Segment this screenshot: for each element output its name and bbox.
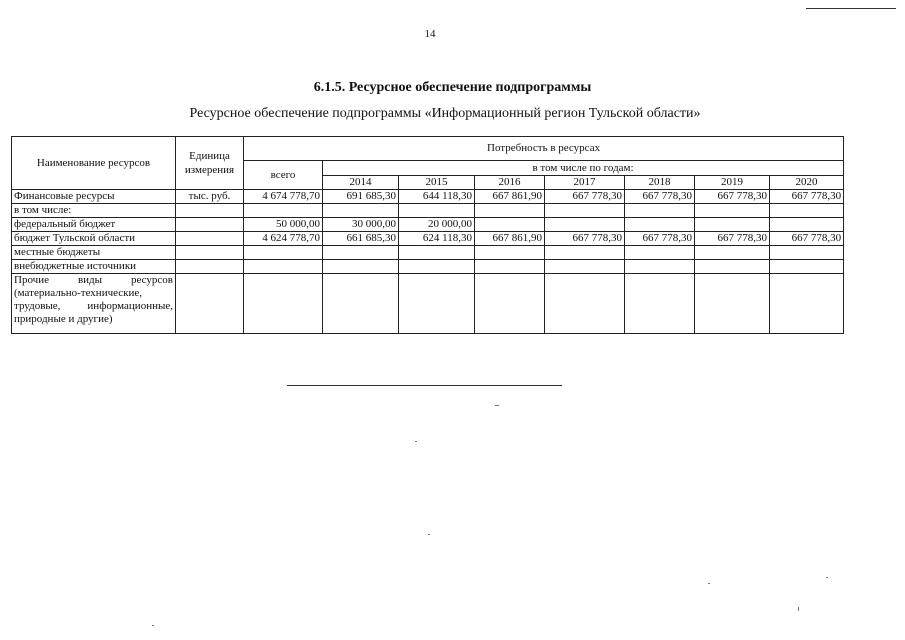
header-year: 2017 bbox=[545, 176, 625, 190]
row-value bbox=[399, 260, 475, 274]
row-value bbox=[770, 218, 844, 232]
row-value: 667 778,30 bbox=[695, 232, 770, 246]
row-value bbox=[625, 246, 695, 260]
header-year: 2016 bbox=[475, 176, 545, 190]
table-row bbox=[12, 246, 844, 260]
table-row bbox=[12, 190, 844, 204]
row-value: 624 118,30 bbox=[399, 232, 475, 246]
resource-table bbox=[11, 136, 844, 334]
row-name: федеральный бюджет bbox=[12, 218, 176, 232]
scan-speck bbox=[708, 583, 710, 584]
scan-speck bbox=[428, 534, 430, 535]
row-value bbox=[770, 274, 844, 334]
header-resource-name: Наименование ресурсов bbox=[12, 137, 176, 190]
row-unit bbox=[176, 260, 244, 274]
row-value bbox=[323, 246, 399, 260]
row-value bbox=[625, 274, 695, 334]
row-value bbox=[695, 246, 770, 260]
table-title: Ресурсное обеспечение подпрограммы «Информационный регион Тульской области» bbox=[189, 106, 701, 121]
row-unit bbox=[176, 274, 244, 334]
row-name: Финансовые ресурсы bbox=[12, 190, 176, 204]
row-value bbox=[475, 274, 545, 334]
row-total: 4 624 778,70 bbox=[244, 232, 323, 246]
row-value bbox=[323, 204, 399, 218]
row-name: Прочие виды ресурсов (материально-технические, трудовые, информационные, природные и другие) bbox=[12, 274, 176, 334]
row-unit bbox=[176, 232, 244, 246]
header-by-years: в том числе по годам: bbox=[323, 161, 844, 176]
row-value: 667 778,30 bbox=[625, 232, 695, 246]
row-value bbox=[625, 204, 695, 218]
row-value: 667 778,30 bbox=[770, 190, 844, 204]
row-name: внебюджетные источники bbox=[12, 260, 176, 274]
table-row bbox=[12, 204, 844, 218]
scan-speck bbox=[415, 441, 417, 442]
row-value bbox=[770, 246, 844, 260]
table-row bbox=[12, 274, 844, 334]
row-name: местные бюджеты bbox=[12, 246, 176, 260]
header-year: 2019 bbox=[695, 176, 770, 190]
row-value bbox=[695, 260, 770, 274]
row-value: 20 000,00 bbox=[399, 218, 475, 232]
row-name: в том числе: bbox=[12, 204, 176, 218]
row-total bbox=[244, 260, 323, 274]
row-value: 691 685,30 bbox=[323, 190, 399, 204]
scan-speck bbox=[495, 405, 499, 406]
table-row bbox=[12, 260, 844, 274]
scan-speck bbox=[798, 607, 799, 611]
row-total bbox=[244, 204, 323, 218]
row-unit: тыс. руб. bbox=[176, 190, 244, 204]
row-value: 667 778,30 bbox=[545, 190, 625, 204]
header-year: 2015 bbox=[399, 176, 475, 190]
row-value bbox=[545, 274, 625, 334]
row-value bbox=[770, 260, 844, 274]
row-value bbox=[695, 204, 770, 218]
row-value: 30 000,00 bbox=[323, 218, 399, 232]
row-value bbox=[545, 260, 625, 274]
row-total: 4 674 778,70 bbox=[244, 190, 323, 204]
row-unit bbox=[176, 246, 244, 260]
row-value: 661 685,30 bbox=[323, 232, 399, 246]
header-year: 2014 bbox=[323, 176, 399, 190]
row-unit bbox=[176, 204, 244, 218]
row-value bbox=[625, 218, 695, 232]
scan-speck bbox=[826, 577, 828, 578]
row-value: 667 778,30 bbox=[695, 190, 770, 204]
header-year: 2020 bbox=[770, 176, 844, 190]
table-row bbox=[12, 232, 844, 246]
header-unit: Единица измерения bbox=[176, 137, 244, 190]
page-number: 14 bbox=[424, 28, 436, 40]
row-value bbox=[475, 218, 545, 232]
row-value: 667 778,30 bbox=[625, 190, 695, 204]
row-value bbox=[695, 274, 770, 334]
table-row bbox=[12, 218, 844, 232]
header-need: Потребность в ресурсах bbox=[244, 137, 844, 161]
top-rule bbox=[806, 8, 896, 9]
row-value bbox=[475, 260, 545, 274]
row-value bbox=[545, 204, 625, 218]
row-value bbox=[695, 218, 770, 232]
row-value bbox=[545, 246, 625, 260]
row-value: 667 861,90 bbox=[475, 232, 545, 246]
row-value bbox=[323, 274, 399, 334]
row-value: 667 778,30 bbox=[770, 232, 844, 246]
row-value: 667 861,90 bbox=[475, 190, 545, 204]
row-name: бюджет Тульской области bbox=[12, 232, 176, 246]
scan-speck bbox=[152, 625, 154, 626]
row-value: 667 778,30 bbox=[545, 232, 625, 246]
row-value bbox=[399, 204, 475, 218]
row-total bbox=[244, 274, 323, 334]
row-total: 50 000,00 bbox=[244, 218, 323, 232]
section-heading: 6.1.5. Ресурсное обеспечение подпрограммы bbox=[313, 80, 592, 95]
row-value: 644 118,30 bbox=[399, 190, 475, 204]
row-value bbox=[625, 260, 695, 274]
row-unit bbox=[176, 218, 244, 232]
header-year: 2018 bbox=[625, 176, 695, 190]
row-value bbox=[399, 246, 475, 260]
row-value bbox=[323, 260, 399, 274]
row-value bbox=[545, 218, 625, 232]
header-total: всего bbox=[244, 161, 323, 190]
footnote-rule bbox=[287, 385, 562, 386]
row-value bbox=[399, 274, 475, 334]
row-total bbox=[244, 246, 323, 260]
row-value bbox=[475, 246, 545, 260]
row-value bbox=[770, 204, 844, 218]
row-value bbox=[475, 204, 545, 218]
